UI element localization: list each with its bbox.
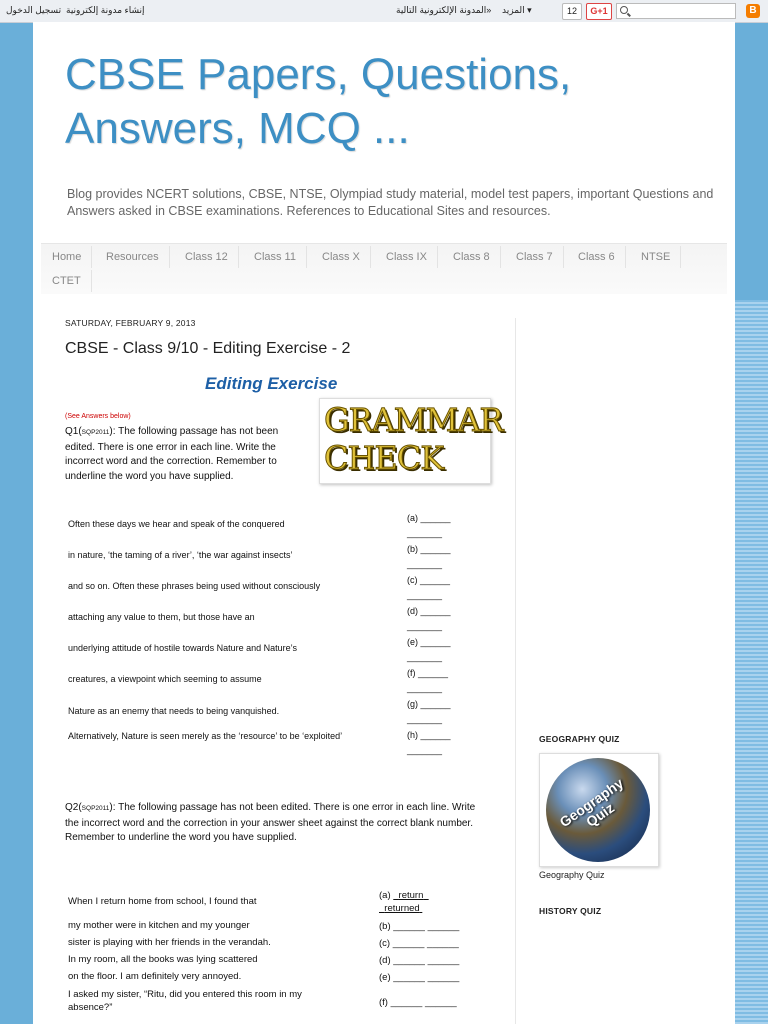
q2-line: When I return home from school, I found that	[68, 896, 257, 907]
q1-line: creatures, a viewpoint which seeming to assume	[68, 674, 262, 684]
more-menu[interactable]: المزيد ▾	[502, 5, 532, 15]
geography-quiz-caption: Geography Quiz	[539, 870, 605, 880]
q1-line: and so on. Often these phrases being used without consciously	[68, 581, 321, 591]
plus-one-count: 12	[562, 3, 582, 20]
q1-line: in nature, ‘the taming of a river’, ‘the war against insects’	[68, 550, 293, 560]
tab-class-8[interactable]: Class 8	[453, 246, 501, 268]
main-container	[33, 22, 735, 1024]
tab-class-6[interactable]: Class 6	[578, 246, 626, 268]
create-blog-link[interactable]: إنشاء مدونة إلكترونية	[66, 5, 145, 15]
tab-class-ix[interactable]: Class IX	[386, 246, 438, 268]
geography-quiz-title: GEOGRAPHY QUIZ	[539, 734, 620, 744]
q1-blank: (a) ______ _______	[407, 513, 451, 538]
tab-class-7[interactable]: Class 7	[516, 246, 564, 268]
post-title[interactable]: CBSE - Class 9/10 - Editing Exercise - 2	[65, 340, 351, 357]
see-answers-note: (See Answers below)	[65, 413, 131, 420]
q1-line: Nature as an enemy that needs to being vanquished.	[68, 706, 280, 716]
q1-blank: (b) ______ _______	[407, 544, 451, 569]
blogger-navbar	[0, 0, 768, 23]
search-input[interactable]	[616, 3, 736, 19]
q1-blank: (f) ______ _______	[407, 668, 449, 693]
google-plus-button[interactable]: G+1	[586, 3, 612, 20]
tab-ctet[interactable]: CTET	[52, 270, 92, 292]
q1-line: Often these days we hear and speak of the conquered	[68, 519, 285, 529]
q2-blank: (b) ______ ______	[379, 921, 460, 932]
tab-class-x[interactable]: Class X	[322, 246, 371, 268]
tab-class-11[interactable]: Class 11	[254, 246, 307, 268]
q2-blank-a: (a) return returned	[379, 890, 424, 914]
grammar-check-image: GRAMMAR CHECK	[319, 398, 491, 484]
q2-line: my mother were in kitchen and my younger	[68, 920, 250, 931]
page-tabs	[41, 243, 727, 294]
q1-blank: (h) ______ _______	[407, 730, 451, 755]
q1-line: Alternatively, Nature is seen merely as the ‘resource’ to be ‘exploited’	[68, 731, 343, 741]
q2-line: on the floor. I am definitely very annoyed.	[68, 971, 242, 982]
blogger-logo-icon[interactable]: B	[746, 4, 760, 18]
sidebar-divider	[515, 318, 516, 1024]
q1-line: attaching any value to them, but those have an	[68, 612, 255, 622]
background-pattern	[734, 300, 768, 1024]
q1-blank: (g) ______ _______	[407, 699, 451, 724]
next-blog-link[interactable]: المدونة الإلكترونية التالية»	[396, 5, 492, 15]
q2-line: In my room, all the books was lying scattered	[68, 954, 258, 965]
tab-home[interactable]: Home	[52, 246, 92, 268]
history-quiz-title: HISTORY QUIZ	[539, 906, 602, 916]
q1-blank: (d) ______ _______	[407, 606, 451, 631]
q1-blank: (c) ______ _______	[407, 575, 451, 600]
q1-blank: (e) ______ _______	[407, 637, 451, 662]
tab-ntse[interactable]: NTSE	[641, 246, 681, 268]
q2-blank: (f) ______ ______	[379, 997, 457, 1008]
question-1-text: Q1(SQP2011): The following passage has not been edited. There is one error in each line. Write the incorrect word and the correction. Remember to underline the word you have supplied.	[65, 426, 279, 482]
blog-description: Blog provides NCERT solutions, CBSE, NTSE, Olympiad study material, model test papers, important Questions and Answers asked in CBSE examinations. References to Educational Sites and resources.	[67, 187, 714, 218]
geography-quiz-image[interactable]: Geography Quiz	[539, 753, 659, 867]
search-icon	[620, 6, 628, 14]
blog-title[interactable]: CBSE Papers, Questions, Answers, MCQ ...	[65, 50, 572, 153]
q2-line: I asked my sister, “Ritu, did you entered this room in my absence?”	[68, 989, 302, 1013]
q2-blank: (d) ______ ______	[379, 955, 460, 966]
q1-line: underlying attitude of hostile towards Nature and Nature’s	[68, 643, 297, 653]
sign-in-link[interactable]: تسجيل الدخول	[6, 5, 62, 15]
q2-blank: (e) ______ ______	[379, 972, 460, 983]
question-2-text: Q2(SQP2011): The following passage has not been edited. There is one error in each line. Write the incorrect word and the correction in your answer sheet against the correct blank number. Remember to underline the word you have supplied.	[65, 802, 476, 843]
post-date: SATURDAY, FEBRUARY 9, 2013	[65, 318, 196, 328]
tab-class-12[interactable]: Class 12	[185, 246, 239, 268]
q2-line: sister is playing with her friends in the verandah.	[68, 937, 271, 948]
q2-blank: (c) ______ ______	[379, 938, 459, 949]
editing-heading: Editing Exercise	[205, 374, 338, 393]
tab-resources[interactable]: Resources	[106, 246, 170, 268]
